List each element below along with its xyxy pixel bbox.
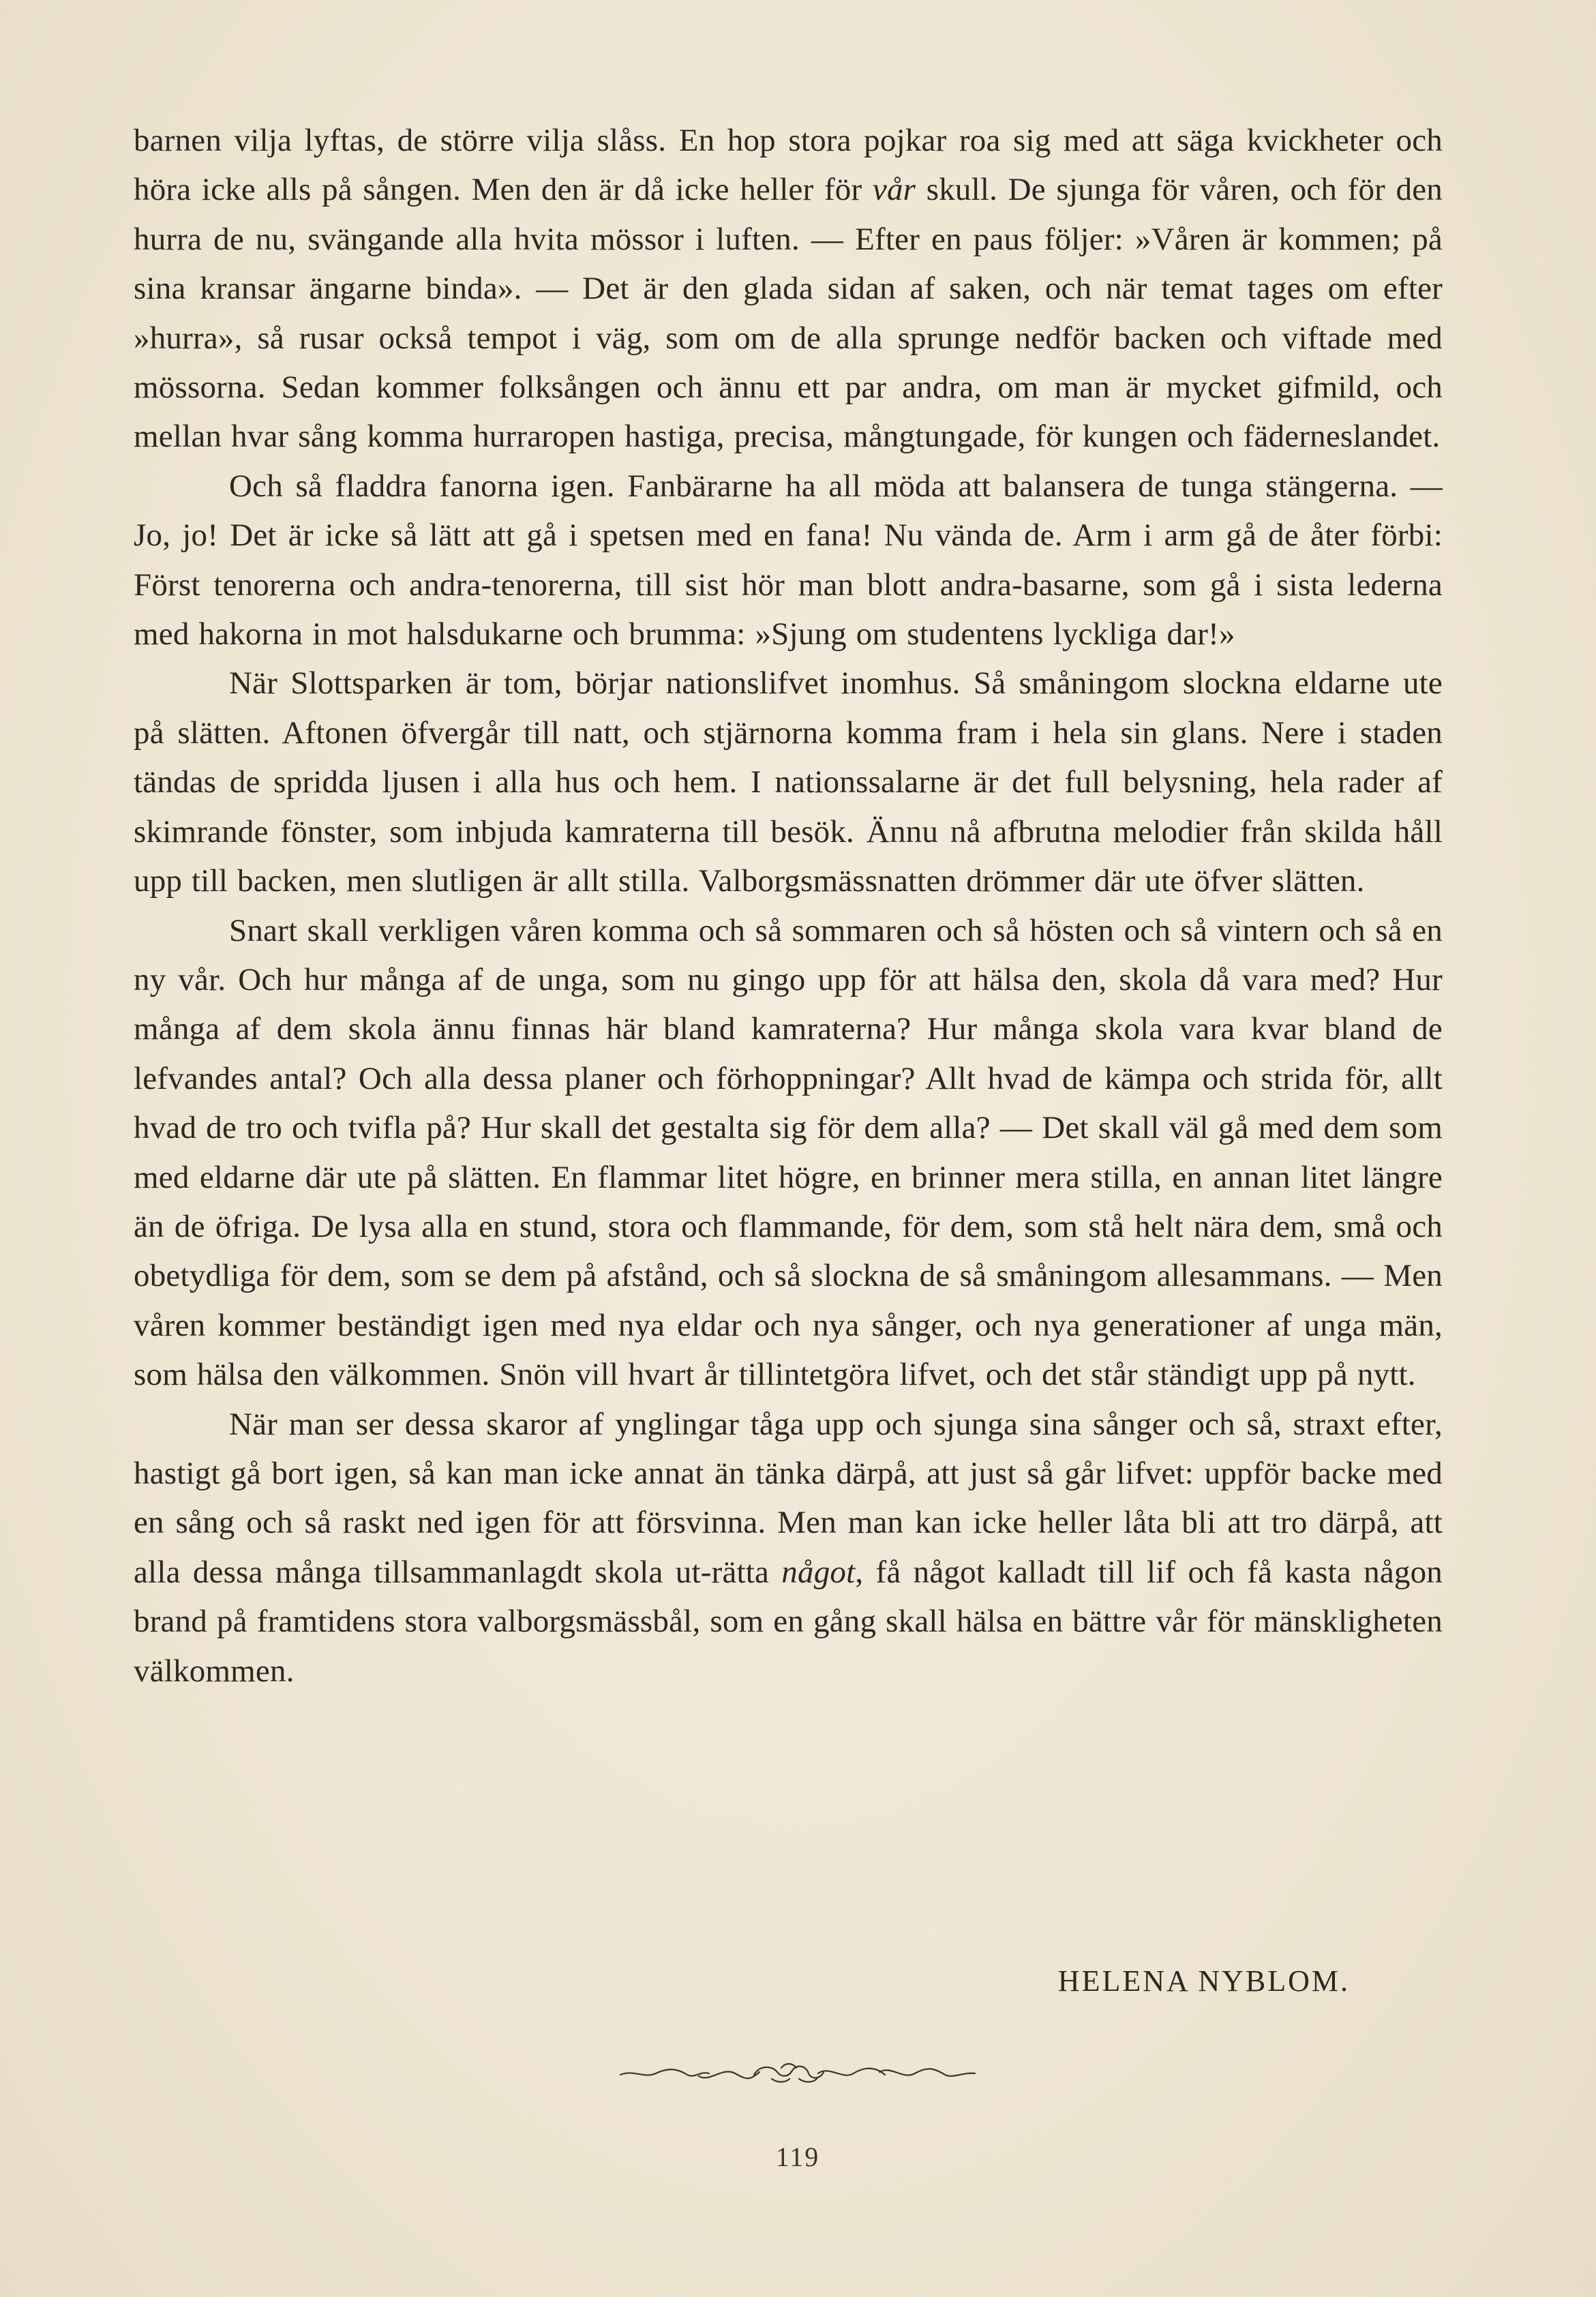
- paragraph-5-before: När man ser dessa skaror af ynglingar tåga upp och sjunga sina sånger och så, straxt efter, hastigt gå bort igen, så kan man icke annat än tänka därpå, att just så går lifvet: uppför backe med en sång och så raskt ned igen för att försvinna. Men man kan icke heller låta bli att tro därpå, att alla dessa många tillsammanlagdt skola ut-rätta: [134, 1406, 1443, 1590]
- paragraph-1-before: barnen vilja lyftas, de större vilja slåss. En hop stora pojkar roa sig med att säga kvickheter och höra icke alls på sången. Men den är då icke heller för: [134, 123, 1443, 208]
- paragraph-1: [134, 116, 1443, 462]
- page-number: 119: [775, 2142, 820, 2172]
- paragraph-1-after: skull. De sjunga för våren, och för den hurra de nu, svängande alla hvita mössor i luften. — Efter en paus följer: »Våren är kommen; på sina kransar ängarne binda». — Det är den glada sidan af saken, och när temat tages om efter »hurra», så rusar också tempot i väg, som om de alla sprunge nedför backen och viftade med mössorna. Sedan kommer folksången och ännu ett par andra, om man är mycket gifmild, och mellan hvar sång komma hurraropen hastiga, precisa, mångtungade, för kungen och fäderneslandet.: [134, 172, 1443, 455]
- paragraph-4-text: Snart skall verkligen våren komma och så sommaren och så hösten och så vintern och så en ny vår. Och hur många af de unga, som nu gingo upp för att hälsa den, skola då vara med? Hur många af dem skola ännu finnas här bland kamraterna? Hur många skola vara kvar bland de lefvandes antal? Och alla dessa planer och förhoppningar? Allt hvad de kämpa och strida för, allt hvad de tro och tvifla på? Hur skall det gestalta sig för dem alla? — Det skall väl gå med dem som med eldarne där ute på slätten. En flammar litet högre, en brinner mera stilla, en annan litet längre än de öfriga. De lysa alla en stund, stora och flammande, för dem, som stå helt nära dem, små och obetydliga för dem, som se dem på afstånd, och så slockna de så småningom allesammans. — Men våren kommer beständigt igen med nya eldar och nya sånger, och nya generationer af unga män, som hälsa den välkommen. Snön vill hvart år tillintetgöra lifvet, och det står ständigt upp på nytt.: [134, 912, 1443, 1393]
- decorative-flourish-icon: [614, 2056, 982, 2090]
- author-signature: HELENA NYBLOM.: [1057, 1964, 1350, 1998]
- paragraph-4: [134, 906, 1443, 1400]
- paragraph-2: [134, 462, 1443, 659]
- paragraph-5-after: , få något kalladt till lif och få kasta någon brand på framtidens stora valborgsmässbål, som en gång skall hälsa en bättre vår för mänskligheten välkommen.: [134, 1554, 1443, 1689]
- emphasis-var: vår: [872, 172, 916, 208]
- paragraph-3-text: När Slottsparken är tom, börjar nationslifvet inomhus. Så småningom slockna eldarne ute på slätten. Aftonen öfvergår till natt, och stjärnorna komma fram i hela sin glans. Nere i staden tändas de spridda ljusen i alla hus och hem. I nationssalarne är det full belysning, hela rader af skimrande fönster, som inbjuda kamraterna till besök. Ännu nå afbrutna melodier från skilda håll upp till backen, men slutligen är allt stilla. Valborgsmässnatten drömmer där ute öfver slätten.: [134, 665, 1443, 899]
- paragraph-3: [134, 659, 1443, 905]
- paragraph-2-text: Och så fladdra fanorna igen. Fanbärarne ha all möda att balansera de tunga stängerna. — Jo, jo! Det är icke så lätt att gå i spetsen med en fana! Nu vända de. Arm i arm gå de åter förbi: Först tenorerna och andra-tenorerna, till sist hör man blott andra-basarne, som gå i sista lederna med hakorna in mot halsdukarne och brumma: »Sjung om studentens lyckliga dar!»: [134, 468, 1443, 652]
- paragraph-5: [134, 1400, 1443, 1696]
- body-text: [134, 116, 1443, 1696]
- emphasis-nagot: något: [781, 1554, 856, 1590]
